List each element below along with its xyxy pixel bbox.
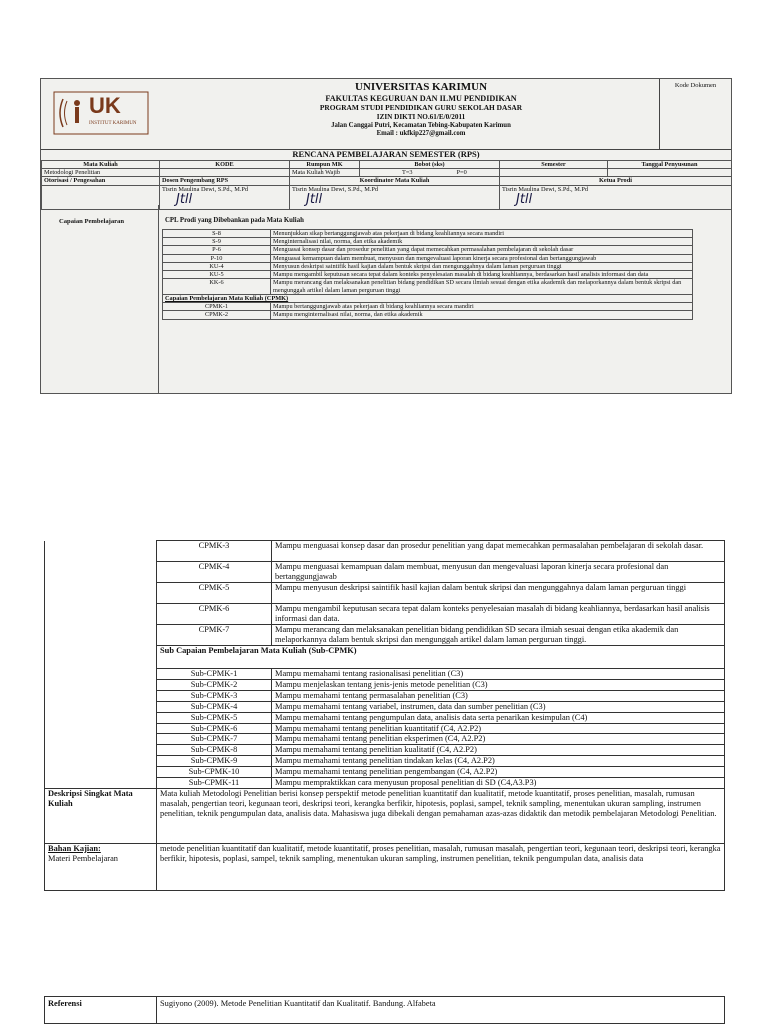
left-spacer: [45, 723, 157, 734]
header-mata-kuliah: Mata Kuliah: [42, 161, 160, 169]
cpl-text: Menguasai konsep dasar dan prosedur penelitian yang dapat memecahkan permasalahan pembelajaran di sekolah dasar: [271, 246, 693, 254]
cpmk-text: Mampu menginternalisasi nilai, norma, dan etika akademik: [271, 311, 693, 319]
email: Email : ukfkip227@gmail.com: [376, 129, 466, 137]
coordinator-name: Tisrin Maulina Dewi, S.Pd., M.Pd: [292, 185, 379, 193]
sub-cpmk-text: Mampu memahami tentang variabel, instrumen, data dan sumber penelitian (C3): [272, 701, 725, 712]
left-spacer: [45, 646, 157, 669]
description-text: Mata kuliah Metodologi Penelitian berisi konsep perspektif metode penelitian kuantitatif dan kualitatif, metode kuantitatif, proses penelitian, masalah, rumusan masalah, pengertian teori, kegunaan teori, deskripsi teori, kerangka berfikir, hipotesis, poplasi, sampel, teknik sampling, menentukan ukuran sampling, instrumen penelitian, teknik pengumpulan data, analisis data. Mahasiswa juga dibekali dengan pemahaman azas-azas didaktik dan metodik pembelajaran Metodologi Penelitian.: [157, 788, 725, 843]
sub-cpmk-code: Sub-CPMK-8: [157, 745, 272, 756]
left-spacer: [45, 756, 157, 767]
cpl-row: [163, 230, 693, 238]
left-spacer: [45, 583, 157, 604]
cpmk-code: CPMK-5: [157, 583, 272, 604]
left-spacer: [45, 778, 157, 789]
sub-cpmk-text: Mampu memahami tentang rasionalisasi penelitian (C3): [272, 669, 725, 680]
sub-cpmk-row: [45, 734, 725, 745]
cpl-heading: CPL Prodi yang Dibebankan pada Mata Kuliah: [165, 217, 304, 224]
left-spacer: [45, 767, 157, 778]
document-code-label: Kode Dokumen: [674, 82, 717, 89]
left-spacer: [45, 625, 157, 646]
cpmk-text: Mampu mengambil keputusan secara tepat dalam konteks penyelesaian masalah di bidang keahliannya, berdasarkan hasil analisis informasi dan data.: [272, 604, 725, 625]
bobot-p: P=0: [456, 169, 467, 177]
study-material-sublabel: Materi Pembelajaran: [48, 853, 118, 863]
bobot-t: T=3: [402, 169, 413, 177]
cpl-block: [41, 205, 731, 393]
cpl-row: [163, 254, 693, 262]
address: Jalan Canggai Putri, Kecamatan Tebing-Kabupaten Karimun: [331, 121, 511, 129]
coordinator-signature: Jtll: [306, 191, 323, 207]
coordinator-label: Koordinator Mata Kuliah: [290, 177, 500, 185]
cpl-left-label: Capaian Pembelajaran: [41, 205, 159, 393]
logo-subtext: INSTITUT KARIMUN: [89, 121, 137, 126]
cpmk-row: [163, 303, 693, 311]
cpmk-code: CPMK-7: [157, 625, 272, 646]
sub-cpmk-row: [45, 767, 725, 778]
cpmk-text: Mampu menguasai kemampuan dalam membuat, menyusun dan mengevaluasi laporan kinerja secara profesional dan bertanggungjawab: [272, 562, 725, 583]
cpmk-row: [45, 625, 725, 646]
course-name: Metodologi Penelitian: [42, 169, 160, 177]
sub-cpmk-heading: Sub Capaian Pembelajaran Mata Kuliah (Sub-CPMK): [157, 646, 725, 669]
cpl-row: [163, 262, 693, 270]
header-semester: Semester: [500, 161, 608, 169]
cpmk-code: CPMK-3: [157, 541, 272, 562]
header-kode: KODE: [160, 161, 290, 169]
developer-name: Tisrin Maulina Dewi, S.Pd., M.Pd: [162, 185, 249, 193]
cpmk-code: CPMK-1: [163, 303, 271, 311]
cpl-text: Mampu merancang dan melaksanakan penelitian bidang pendidikan SD secara ilmiah sesuai dengan etika akademik dan melaporkannya dalam bentuk skripsi dan mengunggah artikel dalam laman perguruan tinggi: [271, 279, 693, 294]
course-date: [608, 169, 732, 177]
cpl-code: S-9: [163, 238, 271, 246]
permit-number: IZIN DIKTI NO.61/E/0/2011: [376, 112, 466, 121]
head-label: Ketua Prodi: [500, 177, 732, 185]
sub-cpmk-text: Mampu mempraktikkan cara menyusun proposal penelitian di SD (C4,A3.P3): [272, 778, 725, 789]
cpmk-text: Mampu bertanggungjawab atas pekerjaan di bidang keahliannya secara mandiri: [271, 303, 693, 311]
header-rumpun: Rumpun MK: [290, 161, 360, 169]
program-name: PROGRAM STUDI PENDIDIKAN GURU SEKOLAH DASAR: [319, 103, 523, 113]
cpmk-row: [45, 604, 725, 625]
sub-cpmk-code: Sub-CPMK-1: [157, 669, 272, 680]
left-spacer: [45, 701, 157, 712]
document-code-box: [659, 79, 731, 149]
scanned-rps-header: [40, 78, 732, 394]
sub-cpmk-code: Sub-CPMK-10: [157, 767, 272, 778]
left-spacer: [45, 562, 157, 583]
sub-cpmk-text: Mampu menjelaskan tentang jenis-jenis metode penelitian (C3): [272, 679, 725, 690]
course-code: [160, 169, 290, 177]
cpl-code: P-6: [163, 246, 271, 254]
sub-cpmk-row: [45, 679, 725, 690]
header-bobot: Bobot (sks): [360, 161, 500, 169]
sub-cpmk-text: Mampu memahami tentang permasalahan penelitian (C3): [272, 690, 725, 701]
cpl-text: Menguasai kemampuan dalam membuat, menyusun dan mengevaluasi laporan kinerja secara profesional dan bertanggungjawab: [271, 254, 693, 262]
reference-label: Referensi: [45, 997, 157, 1024]
sub-cpmk-text: Mampu memahami tentang penelitian pengembangan (C4, A2.P2): [272, 767, 725, 778]
sub-cpmk-code: Sub-CPMK-7: [157, 734, 272, 745]
course-info-table: [41, 160, 732, 210]
rps-main-table: [44, 540, 725, 891]
sub-cpmk-code: Sub-CPMK-6: [157, 723, 272, 734]
sub-cpmk-text: Mampu memahami tentang pengumpulan data, analisis data serta penarikan kesimpulan (C4): [272, 712, 725, 723]
sub-cpmk-code: Sub-CPMK-9: [157, 756, 272, 767]
course-rumpun: Mata Kuliah Wajib: [290, 169, 360, 177]
sub-cpmk-code: Sub-CPMK-3: [157, 690, 272, 701]
authorization-label: Otorisasi / Pengesahan: [42, 177, 160, 185]
cpl-row: [163, 279, 693, 294]
head-name: Tisrin Maulina Dewi, S.Pd., M.Pd: [502, 185, 589, 193]
sub-cpmk-row: [45, 745, 725, 756]
cpmk-code: CPMK-4: [157, 562, 272, 583]
university-name: UNIVERSITAS KARIMUN: [354, 81, 488, 93]
cpl-text: Menyusun deskripsi saintifik hasil kajian dalam bentuk skripsi dan mengunggahnya dalam laman perguruan tinggi: [271, 262, 693, 270]
cpl-code: KK-6: [163, 279, 271, 294]
left-spacer: [45, 541, 157, 562]
sub-cpmk-row: [45, 778, 725, 789]
cpl-row: [163, 271, 693, 279]
sub-cpmk-row: [45, 712, 725, 723]
sub-cpmk-row: [45, 756, 725, 767]
developer-label: Dosen Pengembang RPS: [160, 177, 290, 185]
sub-cpmk-code: Sub-CPMK-2: [157, 679, 272, 690]
cpmk-text: Mampu merancang dan melaksanakan penelitian bidang pendidikan SD secara ilmiah sesuai dengan etika akademik dan melaporkannya dalam bentuk skripsi dan mengunggah artikel dalam laman perguruan tinggi.: [272, 625, 725, 646]
cpmk-row: [45, 541, 725, 562]
cpmk-row: [45, 562, 725, 583]
cpmk-text: Mampu menyusun deskripsi saintifik hasil kajian dalam bentuk skripsi dan mengunggahnya dalam laman perguruan tinggi: [272, 583, 725, 604]
sub-cpmk-text: Mampu memahami tentang penelitian kuantitatif (C4, A2.P2): [272, 723, 725, 734]
sub-cpmk-code: Sub-CPMK-4: [157, 701, 272, 712]
cpl-row: [163, 238, 693, 246]
sub-cpmk-row: [45, 690, 725, 701]
sub-cpmk-text: Mampu memahami tentang penelitian eksperimen (C4, A2.P2): [272, 734, 725, 745]
cpl-table: [162, 229, 693, 320]
cpmk-heading: Capaian Pembelajaran Mata Kuliah (CPMK): [163, 294, 693, 302]
study-material-text: metode penelitian kuantitatif dan kualitatif, metode kuantitatif, proses penelitian, masalah, rumusan masalah, pengertian teori, kegunaan teori, deskripsi teori, kerangka berfikir, hipotesis, poplasi, sampel, teknik sampling, menentukan ukuran sampling, instrumen penelitian, teknik pengumpulan data, analisis data: [157, 843, 725, 890]
sub-cpmk-row: [45, 669, 725, 680]
left-spacer: [45, 745, 157, 756]
sub-cpmk-code: Sub-CPMK-11: [157, 778, 272, 789]
cpl-code: KU-4: [163, 262, 271, 270]
reference-table: [44, 996, 725, 1024]
reference-text: Sugiyono (2009). Metode Penelitian Kuantitatif dan Kualitatif. Bandung. Alfabeta: [157, 997, 725, 1024]
course-bobot: [360, 169, 500, 177]
cpl-text: Menginternalisasi nilai, norma, dan etika akademik: [271, 238, 693, 246]
cpmk-row: [163, 311, 693, 319]
left-spacer: [45, 604, 157, 625]
developer-signature: Jtll: [176, 191, 193, 207]
sub-cpmk-code: Sub-CPMK-5: [157, 712, 272, 723]
letterhead: [41, 79, 731, 150]
left-spacer: [45, 734, 157, 745]
sub-cpmk-text: Mampu memahami tentang penelitian tindakan kelas (C4, A2.P2): [272, 756, 725, 767]
sub-cpmk-text: Mampu memahami tentang penelitian kualitatif (C4, A2.P2): [272, 745, 725, 756]
study-material-label: Bahan Kajian:: [48, 843, 101, 853]
course-semester: [500, 169, 608, 177]
cpl-code: S-8: [163, 230, 271, 238]
description-label: Deskripsi Singkat Mata Kuliah: [45, 788, 157, 843]
head-signature: Jtll: [516, 191, 533, 207]
course-info-block: [41, 160, 731, 210]
cpmk-code: CPMK-6: [157, 604, 272, 625]
faculty-name: FAKULTAS KEGURUAN DAN ILMU PENDIDIKAN: [325, 94, 517, 104]
sub-cpmk-row: [45, 701, 725, 712]
rps-title: RENCANA PEMBELAJARAN SEMESTER (RPS): [41, 149, 731, 161]
logo-text: UK: [89, 93, 121, 118]
left-spacer: [45, 669, 157, 680]
header-tanggal: Tanggal Penyusunan: [608, 161, 732, 169]
cpmk-code: CPMK-2: [163, 311, 271, 319]
left-spacer: [45, 690, 157, 701]
cpmk-text: Mampu menguasai konsep dasar dan prosedur penelitian yang dapat memecahkan permasalahan pembelajaran di sekolah dasar.: [272, 541, 725, 562]
left-spacer: [45, 712, 157, 723]
cpl-text: Menunjukkan sikap bertanggungjawab atas pekerjaan di bidang keahliannya secara mandiri: [271, 230, 693, 238]
left-spacer: [45, 679, 157, 690]
cpl-text: Mampu mengambil keputusan secara tepat dalam konteks penyelesaian masalah di bidang keahliannya, berdasarkan hasil analisis informasi dan data: [271, 271, 693, 279]
cpl-code: KU-5: [163, 271, 271, 279]
sub-cpmk-row: [45, 723, 725, 734]
cpl-row: [163, 246, 693, 254]
institution-block: [221, 81, 621, 138]
cpl-code: P-10: [163, 254, 271, 262]
study-material-label-cell: [45, 843, 157, 890]
cpmk-row: [45, 583, 725, 604]
